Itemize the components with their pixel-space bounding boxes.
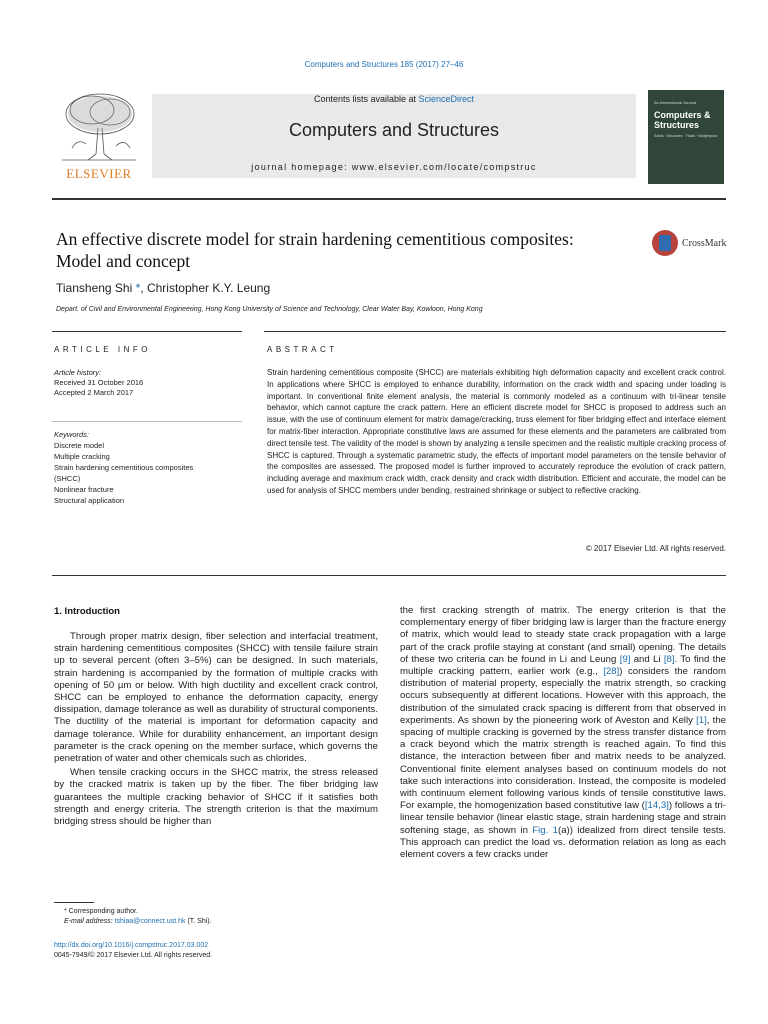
header-divider [52,198,726,200]
keywords-divider [52,421,242,422]
corresponding-author-marker[interactable]: * [132,281,141,295]
citation-link[interactable]: [8] [663,653,675,665]
keyword-item: Multiple cracking [54,452,110,461]
keyword-item: Strain hardening cementitious composites [54,463,194,472]
history-label: Article history: [54,368,102,377]
keyword-item: Discrete model [54,441,105,450]
body-paragraph: the first cracking strength of matrix. The energy criterion is that the complementary energy of fiber bridging law is larger than the fracture energy of matrix, which would lead to steady state crack propagation with a large part of the crack profile staying at constant (and small) opening. The details of these two criteria can be found in Li and Leung [9] and Li [8]. To find the multiple cracking pattern, earlier work (e.g., [28]) considers the random distribution of material property, especially the matrix strength, so cracking occurs subsequently at different locations. However with this approach, the distribution of the simulated crack spacing is different from that observed in experiments. As shown by the pioneering work of Aveston and Kelly [1], the spacing of multiple cracking is governed by the stress transfer distance from a crack beyond which the matrix strength is reached again. To find this distance, the interaction between fiber and matrix needs to be analyzed. Conventional finite element analyses based on continuum models do not take such interactions into consideration. Instead, the composite is modeled with continuum element following various kinds of tensile constitutive laws. For example, the homogenization based constitutive law ([14,3]) follows a tri-linear tensile behavior (linear elastic stage, strain hardening stage and strain softening stage, as shown in Fig. 1(a)) idealized from direct tensile tests. This approach can predict the load vs. deformation relation as long as each element covers a few cracks under [400,605,727,861]
section-heading: 1. Introduction [54,606,120,617]
crossmark-button[interactable] [652,230,752,258]
article-title: An effective discrete model for strain hardening cementitious composites: Model and concept [56,229,574,271]
author-name: Tiansheng Shi [56,281,133,295]
issn-line: 0045-7949/© 2017 Elsevier Ltd. All rights reserved. [54,952,213,959]
corresponding-note: * Corresponding author. [64,908,138,915]
author-name: , Christopher K.Y. Leung [140,281,271,295]
doi-link[interactable]: http://dx.doi.org/10.1016/j.compstruc.2017.03.002 [54,942,209,949]
journal-cover-image [648,90,724,184]
journal-banner [152,94,636,178]
crossmark-label: CrossMark [682,238,727,249]
author-affiliation: Depart. of Civil and Environmental Engineering, Hong Kong University of Science and Technology, Clear Water Bay, Kowloon, Hong Kong [56,306,483,313]
journal-masthead [52,88,726,182]
received-date: Received 31 October 2016 [54,378,144,387]
citation-link[interactable]: [14,3] [644,800,669,812]
keyword-item: Nonlinear fracture [54,485,114,494]
crossmark-icon [652,230,678,256]
sciencedirect-link[interactable]: ScienceDirect [418,94,475,104]
journal-homepage[interactable]: journal homepage: www.elsevier.com/locate/compstruc [251,162,537,172]
doi-block [54,941,384,961]
abstract-rule [264,331,726,332]
body-paragraph: When tensile cracking occurs in the SHCC matrix, the stress released by the cracked matrix is taken up by the fiber. The fiber bridging law guarantees the multiple cracking behavior of SHCC if it satisfies both strength and energy criteria. The strength criterion is that the maximum bridging stress should be higher than [54,767,378,828]
abstract-text: Strain hardening cementitious composite (SHCC) are materials exhibiting high deformation capacity and excellent crack control. In applications where SHCC is employed to enhance durability, information on the crack width and spacing under loading is important. In conventional finite element analysis, the material is commonly modeled as a continuum with tri-linear tensile behavior, which cannot capture the crack pattern. Here an efficient discrete model for SHCC is proposed to address such an issue, with the use of continuum element for matrix damage/cracking, truss element for fiber bridging effect and interface element for matrix-fiber interaction. Appropriate constitutive laws are assumed for these elements and the parameters are calibrated from direct tensile test. The validity of the model is shown by analyzing a tensile specimen and the realistic multiple cracking process of SHCC is captured. Through a systematic parametric study, the effects of important model parameters on the tensile behavior of the composites are assessed. The proposed model is further improved to accurately reproduce the evolution of crack pattern, including average and maximum crack width, crack density and crack width distribution. Efficient and accurate, the model can be used for analysis of SHCC members under bending, restrained shrinkage or subject to reflective cracking. [267,368,726,495]
keywords-label: Keywords: [54,430,90,439]
journal-title: Computers and Structures [288,120,500,140]
citation-link[interactable]: [9] [619,653,631,665]
email-link[interactable]: tshiaa@connect.ust.hk [114,918,186,925]
body-divider [52,575,726,576]
article-info-rule [52,331,242,332]
elsevier-wordmark: ELSEVIER [66,166,132,181]
cover-subtitle: Solids · Structures · Fluids · Multiphysics [654,134,718,138]
body-column-right [400,605,726,861]
journal-citation[interactable]: Computers and Structures 185 (2017) 27–46 [304,60,464,69]
abstract-heading: ABSTRACT [267,345,338,354]
author-list [56,281,270,295]
footnote-rule [54,902,94,903]
citation-link[interactable]: [28] [603,666,620,678]
body-paragraph: Through proper matrix design, fiber selection and interfacial treatment, strain hardening cementitious composites (SHCC) with tensile failure strain up to several percent (often 3–5%) can be designed. In such materials, strain hardening is accompanied by the formation of multiple cracks with opening of 50 µm or below. With high ductility and excellent crack control, SHCC can be employed to enhance the deformation capacity, energy dissipation, damage tolerance as well as durability of structural components. The ductility of the material is important for deformation capacity and damage tolerance. While for durability enhancement, an important design parameter is the crack opening on the member surface, which governs the penetration of water and other chemicals such as chlorides. [54,631,378,765]
keyword-item: (SHCC) [54,474,81,483]
figure-link[interactable]: Fig. 1 [532,824,559,836]
abstract-copyright: © 2017 Elsevier Ltd. All rights reserved. [585,544,726,553]
body-column-left [54,631,378,830]
article-history [54,368,242,398]
corresponding-author-footnote [54,907,384,927]
accepted-date: Accepted 2 March 2017 [54,388,134,397]
article-info-heading: ARTICLE INFO [54,345,151,354]
contents-line: Contents lists available at ScienceDirect [313,94,475,104]
keywords-list [54,429,242,506]
citation-link[interactable]: [1] [696,714,707,726]
email-line: E-mail address: tshiaa@connect.ust.hk (T. Shi). [64,918,212,925]
keyword-item: Structural application [54,496,125,505]
cover-small-text: An International Journal [654,100,697,105]
cover-title: Computers & Structures [654,110,711,130]
